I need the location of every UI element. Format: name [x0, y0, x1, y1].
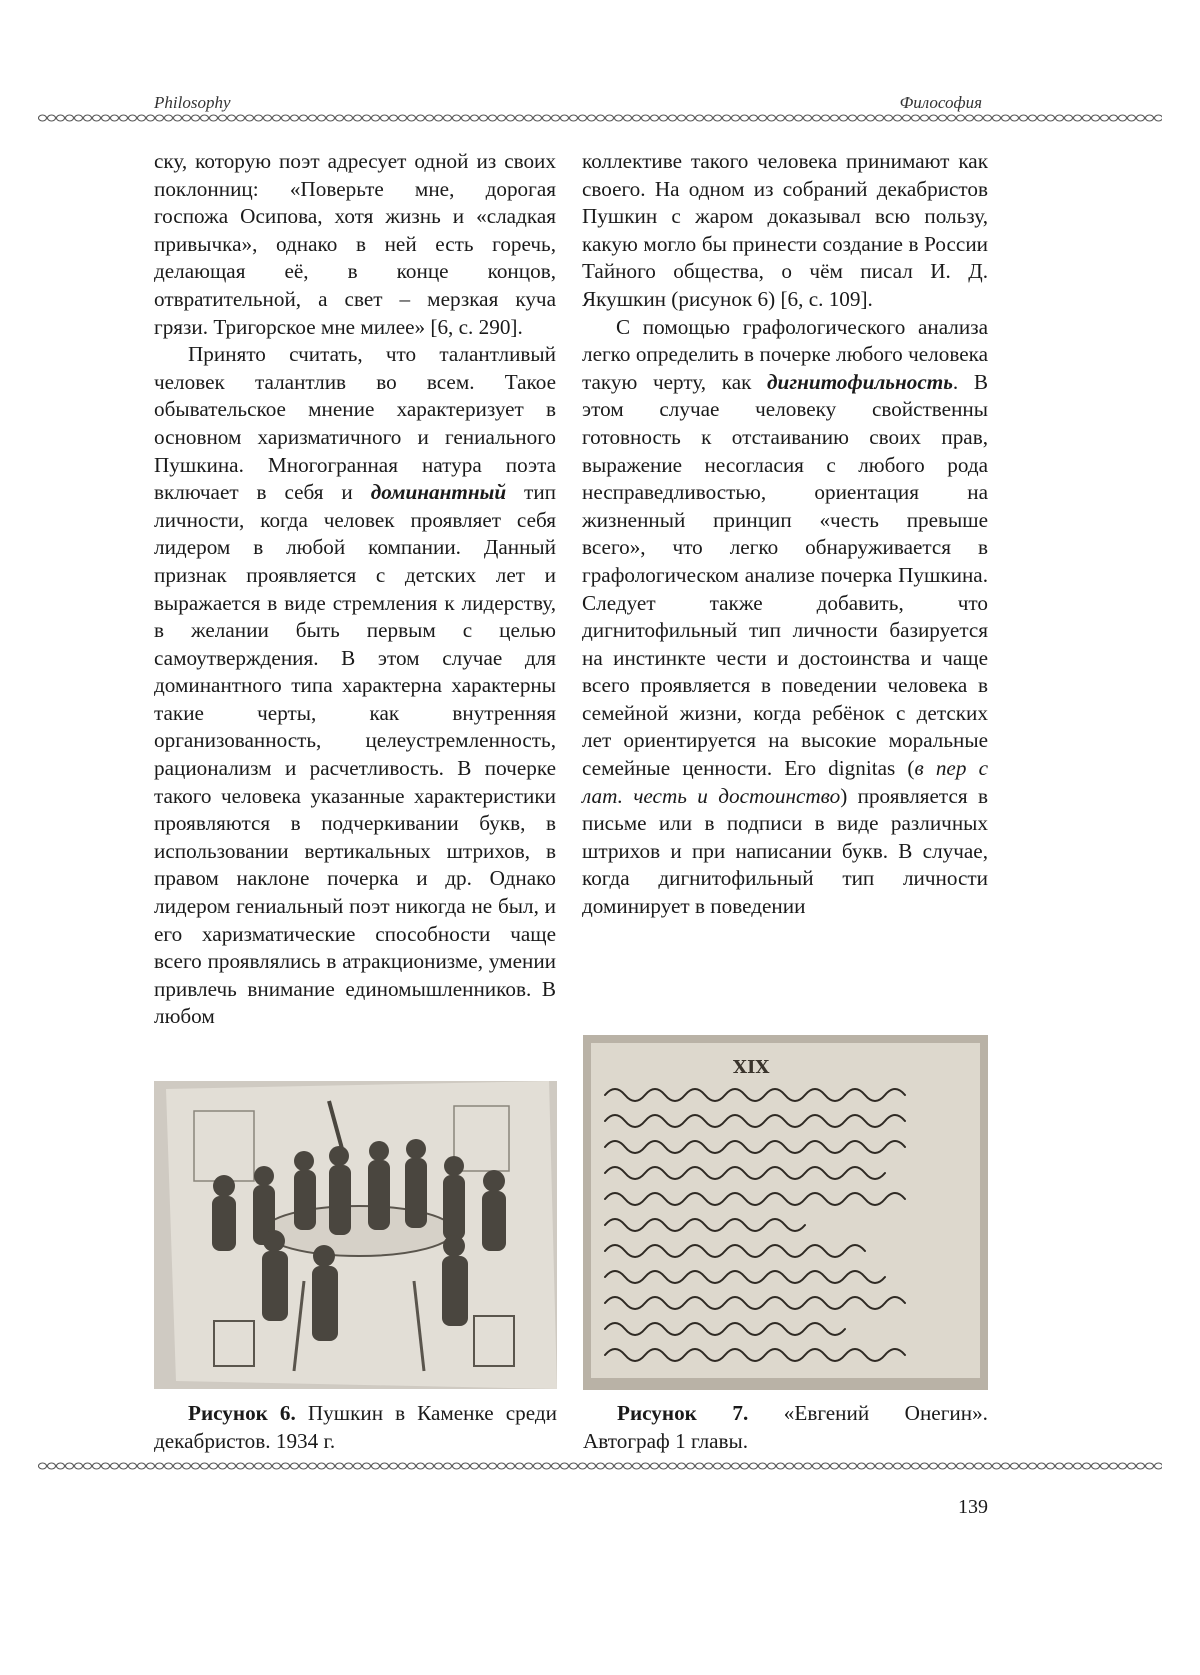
right-paragraph-2: С помощью графологического анализа легко определить в почерке любого человека такую черту, как дигнитофильность. В этом случае человеку свойственны готовность к отстаиванию своих прав, выражение несогласия с любого рода несправедливостью, ориентация на жизненный принцип «честь превыше всего», что легко обнаруживается в графологическом анализе почерка Пушкина. Следует также добавить, что дигнитофильный тип личности базируется на инстинкте чести и достоинства и чаще всего проявляется в поведении человека в семейной жизни, когда ребёнок с детских лет ориентируется на высокие моральные семейные ценности. Его dignitas (в пер с лат. честь и достоинство) проявляется в письме или в подписи в виде различных штрихов и при написании букв. В случае, когда дигнитофильный тип личности доминирует в поведении [582, 314, 988, 919]
right-text-column [582, 148, 988, 921]
page-number: 139 [958, 1496, 988, 1518]
term-dominant: доминантный [370, 480, 507, 505]
term-dignitophilia: дигнитофильность [767, 369, 953, 394]
bottom-ornament-divider [38, 1461, 1162, 1471]
left-paragraph-2: Принято считать, что талантливый человек талантлив во всем. Такое обывательское мнение характеризует в основном харизматичного и гениального Пушкина. Многогранная натура поэта включает в себя и доминантный тип личности, когда человек проявляет себя лидером в любой компании. Данный признак проявляется с детских лет и выражается в виде стремления к лидерству, в желании быть первым с целью самоутверждения. В этом случае для доминантного типа характерна характерны такие черты, как внутренняя организованность, целеустремленность, рационализм и расчетливость. В почерке такого человека указанные характеристики проявляются в подчеркивании букв, в использовании вертикальных штрихов, в правом наклоне почерка и др. Однако лидером гениальный поэт никогда не был, и его харизматические способности чаще всего проявлялись в атракционизме, умении привлечь внимание единомышленников. В любом [154, 342, 556, 1029]
manuscript-chapter-mark: XIX [733, 1057, 770, 1078]
figure-7-caption: Рисунок 7. «Евгений Онегин». Автограф 1 главы. [583, 1401, 988, 1453]
left-text-column [154, 148, 556, 1031]
figure-6-caption: Рисунок 6. Пушкин в Каменке среди декабристов. 1934 г. [154, 1401, 557, 1453]
right-paragraph-1: коллективе такого человека принимают как своего. На одном из собраний декабристов Пушкин с жаром доказывал всю пользу, какую могло бы принести создание в России Тайного общества, о чём писал И. Д. Якушкин (рисунок 6) [6, с. 109]. [582, 149, 988, 311]
figure-7-manuscript [583, 1035, 988, 1390]
running-header-right: Философия [899, 93, 982, 112]
top-ornament-divider [38, 113, 1162, 123]
left-paragraph-1: ску, которую поэт адресует одной из своих поклонниц: «Поверьте мне, дорогая госпожа Осипова, хотя жизнь и «сладкая привычка», однако в ней есть горечь, делающая её, в конце концов, отвратительной, а свет – мерзкая куча грязи. Тригорское мне милее» [6, с. 290]. [154, 149, 556, 339]
running-header-left: Philosophy [154, 93, 231, 112]
figure-6-engraving [154, 1081, 557, 1389]
